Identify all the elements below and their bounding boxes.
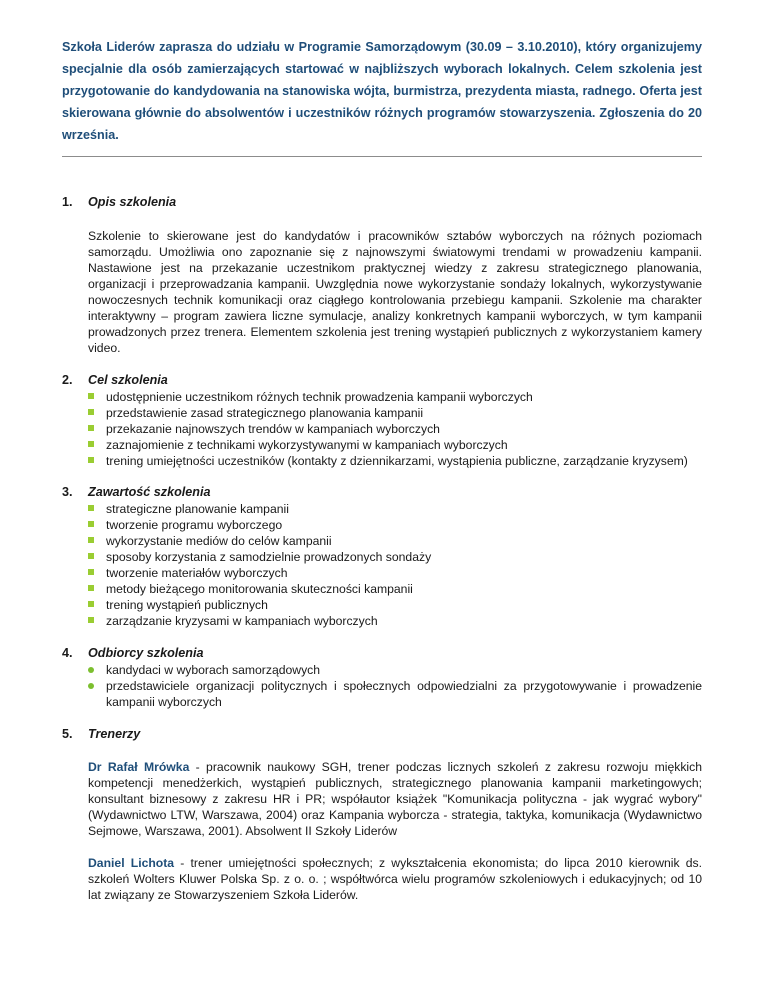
dot-bullet-icon — [88, 667, 94, 673]
list-item: trening wystąpień publicznych — [88, 597, 702, 613]
content-list — [88, 501, 702, 629]
trainer-name: Daniel Lichota — [88, 856, 175, 870]
section-number: 2. — [62, 373, 73, 387]
square-bullet-icon — [88, 409, 94, 415]
section-title: Cel szkolenia — [88, 373, 168, 387]
square-bullet-icon — [88, 537, 94, 543]
square-bullet-icon — [88, 553, 94, 559]
trainer-entry — [88, 855, 702, 903]
section-odbiorcy — [62, 645, 702, 710]
list-item: sposoby korzystania z samodzielnie prowadzonych sondaży — [88, 549, 702, 565]
trainer-name: Dr Rafał Mrówka — [88, 760, 190, 774]
section-number: 4. — [62, 646, 73, 660]
list-item: metody bieżącego monitorowania skuteczności kampanii — [88, 581, 702, 597]
section-number: 5. — [62, 727, 73, 741]
square-bullet-icon — [88, 457, 94, 463]
list-item: tworzenie materiałów wyborczych — [88, 565, 702, 581]
square-bullet-icon — [88, 617, 94, 623]
dot-bullet-icon — [88, 683, 94, 689]
section-title: Opis szkolenia — [88, 195, 177, 209]
square-bullet-icon — [88, 569, 94, 575]
section-title: Zawartość szkolenia — [88, 485, 211, 499]
section-title: Odbiorcy szkolenia — [88, 646, 204, 660]
square-bullet-icon — [88, 585, 94, 591]
list-item: przekazanie najnowszych trendów w kampaniach wyborczych — [88, 421, 702, 437]
list-item: zaznajomienie z technikami wykorzystywanymi w kampaniach wyborczych — [88, 437, 702, 453]
trainer-bio: - pracownik naukowy SGH, trener podczas licznych szkoleń z zakresu rozwoju miękkich kompetencji menedżerkich, wystąpień publicznych, strategicznego planowania kampanii marketingowych; konsultant biznesowy z zakresu HR i PR; współautor książek "Komunikacja polityczna - jak wygrać wybory" (Wydawnictwo LTW, Warszawa, 2004) oraz Kampania wyborcza - strategia, taktyka, komunikacja (Wydawnictwo Sejmowe, Warszawa, 2001). Absolwent II Szkoły Liderów — [88, 760, 703, 838]
divider — [62, 156, 702, 157]
goal-list — [88, 389, 702, 469]
trainer-entry — [88, 759, 702, 839]
square-bullet-icon — [88, 505, 94, 511]
list-item: przedstawiciele organizacji politycznych i społecznych odpowiedzialni za przygotowywanie i prowadzenie kampanii wyborczych — [88, 678, 702, 710]
section-trenerzy — [62, 726, 702, 903]
section-zawartosc — [62, 484, 702, 629]
audience-list — [88, 662, 702, 710]
list-item: trening umiejętności uczestników (kontakty z dziennikarzami, wystąpienia publiczne, zarządzanie kryzysem) — [88, 453, 702, 469]
section-opis — [62, 194, 702, 356]
square-bullet-icon — [88, 441, 94, 447]
square-bullet-icon — [88, 393, 94, 399]
square-bullet-icon — [88, 425, 94, 431]
list-item: kandydaci w wyborach samorządowych — [88, 662, 702, 678]
list-item: udostępnienie uczestnikom różnych technik prowadzenia kampanii wyborczych — [88, 389, 702, 405]
section-number: 1. — [62, 195, 73, 209]
section-title: Trenerzy — [88, 727, 141, 741]
trainer-bio: - trener umiejętności społecznych; z wykształcenia ekonomista; do lipca 2010 kierownik ds. szkoleń Wolters Kluwer Polska Sp. z o. o. ; współtwórca wielu programów szkoleniowych i edukacyjnych; od 10 lat związany ze Stowarzyszeniem Szkoła Liderów. — [88, 856, 703, 902]
list-item: wykorzystanie mediów do celów kampanii — [88, 533, 702, 549]
square-bullet-icon — [88, 521, 94, 527]
list-item: strategiczne planowanie kampanii — [88, 501, 702, 517]
section-number: 3. — [62, 485, 73, 499]
intro-paragraph: Szkoła Liderów zaprasza do udziału w Programie Samorządowym (30.09 – 3.10.2010), który organizujemy specjalnie dla osób zamierzających startować w najbliższych wyborach lokalnych. Celem szkolenia jest przygotowanie do kandydowania na stanowiska wójta, burmistrza, prezydenta miasta, radnego. Oferta jest skierowana głównie do absolwentów i uczestników różnych programów stowarzyszenia. Zgłoszenia do 20 września. — [62, 40, 702, 142]
section-cel — [62, 372, 702, 469]
section-paragraph: Szkolenie to skierowane jest do kandydatów i pracowników sztabów wyborczych na różnych poziomach samorządu. Umożliwia ono zapoznanie się z najnowszymi światowymi trendami w prowadzeniu kampanii. Nastawione jest na przekazanie uczestnikom praktycznej wiedzy z zakresu strategicznego planowania, organizacji i przeprowadzania kampanii. Uwzględnia nowe wykorzystanie sondaży lokalnych, wykorzystywanie nowoczesnych technik komunikacji oraz ciągłego kontrolowania przebiegu kampanii. Szkolenie ma charakter interaktywny – program zawiera liczne symulacje, analizy konkretnych kampanii wyborczych, w tym kampanii prowadzonych przez trenera. Elementem szkolenia jest trening wystąpień publicznych z wykorzystaniem kamery video. — [88, 229, 702, 355]
list-item: zarządzanie kryzysami w kampaniach wyborczych — [88, 613, 702, 629]
square-bullet-icon — [88, 601, 94, 607]
list-item: przedstawienie zasad strategicznego planowania kampanii — [88, 405, 702, 421]
list-item: tworzenie programu wyborczego — [88, 517, 702, 533]
